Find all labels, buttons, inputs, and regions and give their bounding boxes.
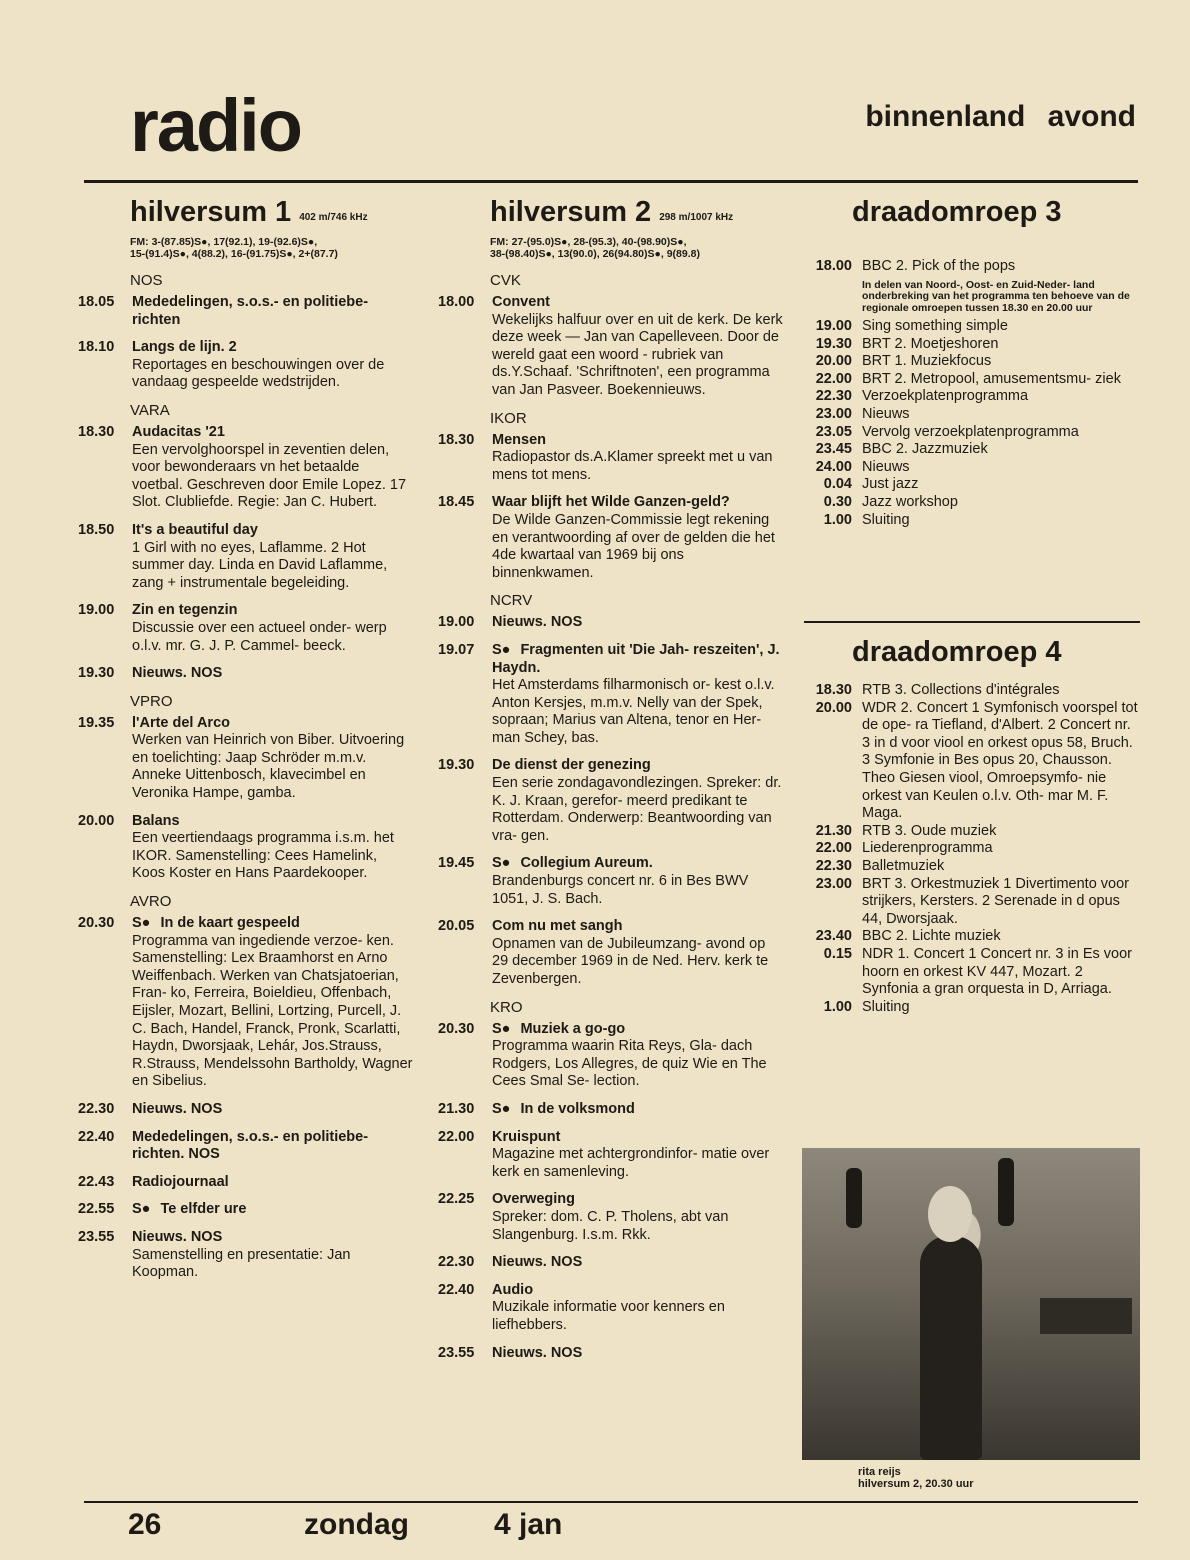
programme-content	[492, 918, 784, 988]
programme-time: 1.00	[823, 998, 852, 1015]
photo-caption: rita reijs hilversum 2, 20.30 uur	[858, 1466, 974, 1490]
programme-title	[492, 1101, 784, 1119]
programme-time: 22.00	[815, 840, 852, 857]
programme-time: 21.30	[815, 822, 852, 839]
programme-title	[132, 715, 414, 733]
photo-figure	[920, 1236, 982, 1460]
fm-frequencies: FM: 3-(87.85)S●, 17(92.1), 19-(92.6)S●, 15-(91.4)S●, 4(88.2), 16-(91.75)S●, 2+(87.7)	[130, 236, 338, 260]
programme-title-text: De dienst der genezing	[492, 757, 651, 774]
singer-photo	[802, 1148, 1140, 1460]
programme-time: 23.45	[815, 441, 852, 458]
programme-content	[492, 1021, 784, 1091]
programme-text: BBC 2. Lichte muziek	[862, 928, 1001, 945]
programme-time: 24.00	[815, 458, 852, 475]
programme-title-text: Nieuws. NOS	[132, 1100, 223, 1117]
programme-entry	[438, 494, 784, 582]
programme-list	[78, 272, 414, 1282]
programme-title-text: Te elfder ure	[160, 1201, 247, 1218]
programme-entry	[438, 1020, 784, 1091]
programme-entry	[78, 714, 414, 803]
programme-time: 22.43	[78, 1173, 115, 1190]
programme-entry	[78, 1128, 414, 1164]
programme-title	[492, 1345, 784, 1363]
programme-content	[862, 512, 1140, 530]
programme-title-text: Nieuws. NOS	[492, 614, 583, 631]
programme-text: Jazz workshop	[862, 494, 958, 511]
programme-description: Een vervolghoorspel in zeventien delen, voor bewonderaars vn het betaalde voetbal. Geschreven door Emile Lopez. 17 Slot. Clubliefde. Regie: Jan C. Hubert.	[132, 441, 407, 511]
programme-title-text: Audio	[492, 1281, 534, 1298]
programme-description: Radiopastor ds.A.Klamer spreekt met u van mens tot mens.	[492, 449, 773, 483]
programme-description: Samenstelling en presentatie: Jan Koopman.	[132, 1246, 351, 1281]
programme-content	[132, 813, 414, 883]
programme-content	[862, 441, 1140, 459]
programme-time: 19.00	[78, 602, 115, 619]
programme-entry	[78, 812, 414, 883]
stereo-icon: S●	[132, 1201, 151, 1218]
programme-title-text: Radiojournaal	[132, 1173, 229, 1190]
programme-entry	[438, 431, 784, 485]
broadcaster-label: CVK	[490, 272, 521, 289]
programme-entry	[438, 1254, 784, 1272]
programme-time: 22.40	[438, 1281, 475, 1298]
broadcaster-label: VPRO	[130, 692, 173, 710]
draad-entry	[800, 258, 1140, 318]
programme-time: 19.07	[438, 641, 475, 658]
programme-content	[132, 1201, 414, 1219]
programme-content	[862, 823, 1140, 841]
programme-list	[800, 258, 1140, 529]
programme-text: BRT 1. Muziekfocus	[862, 353, 992, 370]
programme-entry	[78, 423, 414, 512]
programme-description: Opnamen van de Jubileumzang- avond op 29 december 1969 in de Ned. Herv. kerk te Zevenbergen.	[492, 935, 769, 987]
programme-time: 23.55	[78, 1228, 115, 1245]
stereo-icon: S●	[132, 915, 151, 932]
programme-entry	[78, 339, 414, 392]
programme-content	[862, 840, 1140, 858]
programme-title	[132, 1201, 414, 1219]
programme-content	[862, 258, 1140, 318]
programme-content	[862, 876, 1140, 929]
programme-title-text: Nieuws. NOS	[132, 1228, 223, 1245]
programme-text: RTB 3. Oude muziek	[862, 822, 997, 839]
programme-entry	[438, 1128, 784, 1182]
programme-text: Sluiting	[862, 511, 910, 528]
hilversum2-column	[438, 190, 784, 1372]
programme-time: 23.00	[815, 406, 852, 423]
programme-text: BRT 2. Moetjeshoren	[862, 335, 999, 352]
programme-entry	[438, 918, 784, 988]
programme-content	[862, 371, 1140, 389]
programme-content	[492, 1191, 784, 1244]
programme-text: Vervolg verzoekplatenprogramma	[862, 423, 1079, 440]
programme-entry	[438, 1100, 784, 1119]
section-subtitle: binnenland avond	[865, 100, 1136, 133]
top-rule	[84, 180, 1138, 183]
programme-time: 18.45	[438, 494, 475, 511]
programme-content	[492, 1129, 784, 1182]
draad-entry	[800, 823, 1140, 841]
programme-entry	[438, 1344, 784, 1363]
programme-content	[132, 602, 414, 655]
programme-content	[132, 915, 414, 1091]
programme-entry	[78, 1201, 414, 1219]
programme-title-text: Zin en tegenzin	[132, 602, 238, 619]
programme-entry	[438, 641, 784, 748]
programme-time: 20.30	[78, 915, 115, 932]
draad-entry	[800, 876, 1140, 929]
programme-text: NDR 1. Concert 1 Concert nr. 3 in Es voor hoorn en orkest KV 447, Mozart. 2 Synfonia a gran orquesta in D, Arriaga.	[862, 945, 1132, 998]
programme-content	[492, 1101, 784, 1119]
programme-title	[132, 915, 414, 933]
draad-entry	[800, 406, 1140, 424]
programme-content	[862, 700, 1140, 823]
programme-time: 22.30	[815, 388, 852, 405]
programme-content	[492, 494, 784, 582]
station-heading: draadomroep 3	[852, 196, 1062, 228]
programme-time: 18.30	[78, 423, 115, 440]
broadcaster-label: IKOR	[490, 409, 527, 427]
programme-time: 18.00	[815, 258, 852, 274]
draad-entry	[800, 928, 1140, 946]
programme-title	[132, 1101, 414, 1119]
programme-content	[862, 388, 1140, 406]
programme-text: Nieuws	[862, 406, 910, 423]
programme-title	[492, 1191, 784, 1209]
programme-description: Brandenburgs concert nr. 6 in Bes BWV 1051, J. S. Bach.	[492, 873, 749, 907]
bottom-rule	[84, 1501, 1138, 1503]
programme-content	[862, 476, 1140, 494]
programme-title	[492, 1282, 784, 1300]
programme-text: Sluiting	[862, 998, 910, 1015]
programme-title-text: l'Arte del Arco	[132, 714, 230, 731]
programme-description: Wekelijks halfuur over en uit de kerk. De kerk deze week — Jan van Capelleveen. Door de wereld gaat een woord - rubriek van ds.Y.Schaaf. 'Schriftnoten', een programma van Jan Pasveer. Boekennieuws.	[492, 311, 783, 398]
programme-title-text: Balans	[132, 812, 180, 829]
programme-time: 23.00	[815, 875, 852, 892]
draadomroep4-column	[800, 630, 1140, 1016]
programme-note: In delen van Noord-, Oost- en Zuid-Neder- land onderbreking van het programma ten behoeve van de regionale omroepen tussen 18.30 en 20.00 uur	[862, 278, 1130, 314]
broadcaster-label: NCRV	[490, 592, 533, 610]
draad-entry	[800, 318, 1140, 336]
programme-entry	[78, 915, 414, 1091]
programme-title-text: Nieuws. NOS	[492, 1344, 583, 1361]
programme-time: 23.40	[815, 928, 852, 945]
programme-entry	[78, 294, 414, 329]
photo-background-figure	[846, 1168, 862, 1228]
draad-entry	[800, 700, 1140, 823]
programme-description: De Wilde Ganzen-Commissie legt rekening en verantwoording af over de gelden die het 4de kwartaal van 1969 bij ons binnenkwamen.	[492, 511, 775, 581]
stereo-icon: S●	[492, 855, 511, 872]
programme-title	[492, 1021, 784, 1039]
programme-entry	[438, 1281, 784, 1335]
programme-content	[492, 642, 784, 748]
programme-time: 21.30	[438, 1100, 475, 1117]
station-heading: hilversum 2 $^{298 m/1007 kHz}$	[490, 196, 734, 228]
programme-text: BRT 3. Orkestmuziek 1 Divertimento voor strijkers, Kersters. 2 Serenade in d opus 44, Dworsjaak.	[862, 875, 1129, 927]
programme-entry	[438, 614, 784, 632]
page-title: radio	[130, 84, 301, 167]
programme-time: 22.30	[815, 857, 852, 874]
photo-piano	[1040, 1298, 1132, 1334]
programme-time: 18.50	[78, 521, 115, 538]
stereo-icon: S●	[492, 1020, 511, 1037]
programme-title-text: Nieuws. NOS	[132, 665, 223, 682]
footer-date: 4 jan	[494, 1508, 563, 1541]
programme-content	[132, 1129, 414, 1164]
programme-title-text: In de volksmond	[520, 1100, 635, 1117]
programme-text: Liederenprogramma	[862, 840, 993, 857]
programme-time: 19.30	[438, 757, 475, 774]
programme-title	[132, 1174, 414, 1192]
programme-time: 19.30	[78, 665, 115, 682]
programme-title-text: Muziek a go-go	[520, 1020, 626, 1037]
programme-content	[492, 1282, 784, 1335]
programme-time: 19.45	[438, 855, 475, 872]
programme-entry	[78, 1173, 414, 1192]
broadcaster-label: NOS	[130, 272, 163, 289]
programme-title	[132, 1129, 414, 1164]
programme-content	[862, 999, 1140, 1017]
draad-entry	[800, 494, 1140, 512]
programme-content	[862, 459, 1140, 477]
programme-content	[862, 318, 1140, 336]
programme-title-text: It's a beautiful day	[132, 521, 258, 538]
programme-content	[492, 1254, 784, 1272]
programme-time: 18.30	[815, 682, 852, 698]
programme-time: 19.00	[438, 614, 475, 631]
programme-title-text: Com nu met sangh	[492, 918, 623, 935]
programme-title-text: Kruispunt	[492, 1128, 561, 1145]
programme-content	[492, 1345, 784, 1363]
programme-title	[132, 665, 414, 683]
draad-entry	[800, 999, 1140, 1017]
page-number: 26	[128, 1508, 162, 1541]
stereo-icon: S●	[492, 641, 511, 658]
programme-title-text: In de kaart gespeeld	[160, 915, 300, 932]
programme-time: 20.00	[815, 353, 852, 370]
photo-background-figure	[998, 1158, 1014, 1226]
programme-content	[862, 406, 1140, 424]
programme-entry	[438, 757, 784, 845]
programme-description: Programma van ingediende verzoe- ken. Samenstelling: Lex Braamhorst en Arno Weiffenbach. Werken van Chatsjatoerian, Fran- ko, Ferreira, Boieldieu, Offenbach, Eijsler, Mozart, Bellini, Lortzing, Purcell, J. C. Bach, Handel, Franck, Pronk, Scarlatti, Haydn, Dworsjaak, Lehár, Jos.Strauss, R.Strauss, Mendelssohn Bartholdy, Wagner en Sibelius.	[132, 932, 413, 1090]
draad-entry	[800, 682, 1140, 700]
draad-entry	[800, 388, 1140, 406]
programme-title	[132, 339, 414, 357]
programme-content	[132, 522, 414, 592]
programme-time: 23.05	[815, 423, 852, 440]
programme-title-text: Fragmenten uit 'Die Jah- reszeiten', J. Haydn.	[492, 641, 780, 676]
programme-time: 0.15	[823, 945, 852, 962]
programme-title-text: Collegium Aureum.	[520, 855, 653, 872]
programme-text: BBC 2. Pick of the pops	[862, 258, 1016, 274]
programme-time: 19.00	[815, 318, 852, 335]
programme-entry	[78, 1100, 414, 1119]
programme-text: BBC 2. Jazzmuziek	[862, 441, 988, 458]
programme-content	[492, 855, 784, 908]
programme-time: 22.30	[438, 1254, 475, 1271]
programme-content	[862, 946, 1140, 999]
programme-entry	[438, 294, 784, 400]
programme-text: WDR 2. Concert 1 Symfonisch voorspel tot de ope- ra Tiefland, d'Albert. 2 Concert nr. 3 in d voor viool en orkest opus 58, Bruch. 3 Symfonie in Bes opus 20, Chausson. Theo Giesen viool, Omroepsymfo- nie orkest van Keulen o.l.v. Oth- mar M. F. Maga.	[862, 699, 1138, 822]
programme-entry	[438, 855, 784, 908]
programme-title	[492, 918, 784, 936]
programme-text: Sing something simple	[862, 318, 1008, 335]
draad-entry	[800, 476, 1140, 494]
programme-text: Nieuws	[862, 458, 910, 475]
draad-entry	[800, 946, 1140, 999]
programme-entry	[438, 1191, 784, 1244]
programme-content	[862, 353, 1140, 371]
draad-entry	[800, 371, 1140, 389]
draad-entry	[800, 858, 1140, 876]
programme-content	[132, 339, 414, 392]
programme-content	[492, 294, 784, 400]
programme-description: Het Amsterdams filharmonisch or- kest o.l.v. Anton Kersjes, m.m.v. Nelly van der Spek, sopraan; Marius van Altena, tenor en Her- man Schey, bas.	[492, 677, 775, 746]
programme-content	[862, 336, 1140, 354]
programme-title	[132, 1229, 414, 1247]
footer-day: zondag	[304, 1508, 409, 1541]
draad-entry	[800, 353, 1140, 371]
draad-entry	[800, 512, 1140, 530]
programme-description: Programma waarin Rita Reys, Gla- dach Rodgers, Los Allegres, de quiz Wie en The Cees Smal Se- lection.	[492, 1038, 767, 1090]
programme-time: 22.55	[78, 1201, 115, 1218]
programme-list	[800, 682, 1140, 1016]
programme-text: BRT 2. Metropool, amusementsmu- ziek	[862, 370, 1121, 387]
programme-title	[492, 294, 784, 312]
programme-title-text: Nieuws. NOS	[492, 1254, 583, 1271]
programme-text: Balletmuziek	[862, 857, 945, 874]
programme-entry	[78, 521, 414, 592]
programme-description: Een serie zondagavondlezingen. Spreker: dr. K. J. Kraan, gerefor- meerd predikant te Rotterdam. Onderwerp: Beantwoording van vra- gen.	[492, 775, 782, 844]
programme-description: Muzikale informatie voor kenners en liefhebbers.	[492, 1299, 725, 1333]
draad-entry	[800, 336, 1140, 354]
draad-entry	[800, 459, 1140, 477]
programme-entry	[78, 1228, 414, 1282]
programme-time: 20.00	[815, 699, 852, 716]
programme-time: 18.10	[78, 339, 115, 356]
programme-text: Verzoekplatenprogramma	[862, 388, 1029, 405]
programme-time: 18.00	[438, 294, 475, 310]
programme-title-text: Mededelingen, s.o.s.- en politiebe- richten	[132, 294, 369, 328]
programme-time: 22.00	[815, 370, 852, 387]
programme-time: 22.40	[78, 1128, 115, 1145]
programme-title	[132, 813, 414, 831]
programme-description: 1 Girl with no eyes, Laflamme. 2 Hot summer day. Linda en David Laflamme, zang + instrumentale begeleiding.	[132, 539, 388, 591]
programme-title	[492, 1254, 784, 1272]
draad-entry	[800, 840, 1140, 858]
programme-time: 19.35	[78, 714, 115, 731]
stereo-icon: S●	[492, 1100, 511, 1117]
programme-content	[132, 1174, 414, 1192]
programme-time: 0.30	[823, 494, 852, 511]
hilversum1-column	[78, 190, 414, 1292]
programme-title	[492, 432, 784, 450]
programme-time: 20.00	[78, 812, 115, 829]
divider-rule	[804, 621, 1140, 623]
draad-entry	[800, 424, 1140, 442]
programme-description: Magazine met achtergrondinfor- matie over kerk en samenleving.	[492, 1146, 770, 1180]
station-heading: hilversum 1 $^{402 m/746 kHz}$	[130, 196, 368, 228]
draadomroep-column	[800, 190, 1140, 529]
programme-time: 23.55	[438, 1344, 475, 1361]
programme-title	[492, 614, 784, 632]
programme-content	[132, 294, 414, 329]
programme-description: Discussie over een actueel onder- werp o.l.v. mr. G. J. P. Cammel- beeck.	[132, 619, 387, 654]
programme-title	[492, 855, 784, 873]
programme-text: RTB 3. Collections d'intégrales	[862, 682, 1060, 698]
programme-title-text: Audacitas '21	[132, 423, 225, 440]
programme-content	[862, 682, 1140, 700]
broadcaster-label: VARA	[130, 401, 170, 419]
programme-content	[862, 494, 1140, 512]
programme-content	[862, 928, 1140, 946]
programme-content	[132, 1101, 414, 1119]
programme-title-text: Overweging	[492, 1191, 575, 1208]
programme-title	[492, 494, 784, 512]
programme-title	[132, 602, 414, 620]
programme-title	[132, 522, 414, 540]
broadcaster-label: KRO	[490, 998, 523, 1016]
station-heading: draadomroep 4	[852, 636, 1062, 668]
programme-title	[492, 1129, 784, 1147]
programme-time: 1.00	[823, 511, 852, 528]
programme-text: Just jazz	[862, 476, 919, 493]
programme-entry	[78, 665, 414, 683]
programme-content	[862, 424, 1140, 442]
programme-content	[492, 614, 784, 632]
programme-title	[492, 757, 784, 775]
programme-time: 22.30	[78, 1100, 115, 1117]
programme-content	[132, 715, 414, 803]
programme-list	[438, 272, 784, 1362]
programme-time: 20.05	[438, 918, 475, 935]
programme-title	[132, 424, 414, 442]
programme-time: 18.05	[78, 294, 115, 310]
programme-time: 22.00	[438, 1128, 475, 1145]
broadcaster-label: AVRO	[130, 893, 172, 911]
programme-title	[492, 642, 784, 677]
programme-time: 19.30	[815, 335, 852, 352]
programme-entry	[78, 602, 414, 655]
programme-description: Werken van Heinrich von Biber. Uitvoering en toelichting: Jaap Schröder m.m.v. Anneke Uittenbosch, klavecimbel en Veronika Hampe, gamba.	[132, 732, 405, 802]
programme-description: Reportages en beschouwingen over de vandaag gespeelde wedstrijden.	[132, 356, 385, 391]
draad-entry	[800, 441, 1140, 459]
programme-title-text: Mededelingen, s.o.s.- en politiebe- richten. NOS	[132, 1128, 369, 1163]
programme-time: 18.30	[438, 431, 475, 448]
programme-content	[132, 424, 414, 512]
programme-content	[492, 432, 784, 485]
programme-content	[862, 858, 1140, 876]
programme-time: 20.30	[438, 1020, 475, 1037]
programme-content	[132, 665, 414, 683]
programme-title-text: Waar blijft het Wilde Ganzen-geld?	[492, 494, 730, 511]
photo-head	[928, 1186, 972, 1242]
fm-frequencies: FM: 27-(95.0)S●, 28-(95.3), 40-(98.90)S●, 38-(98.40)S●, 13(90.0), 26(94.80)S●, 9(89.8)	[490, 236, 700, 260]
programme-content	[492, 757, 784, 845]
programme-content	[132, 1229, 414, 1282]
programme-title-text: Mensen	[492, 431, 546, 448]
programme-description: Spreker: dom. C. P. Tholens, abt van Slangenburg. I.s.m. Rkk.	[492, 1208, 729, 1243]
programme-title-text: Langs de lijn. 2	[132, 339, 237, 356]
programme-time: 22.25	[438, 1191, 475, 1208]
programme-description: Een veertiendaags programma i.s.m. het IKOR. Samenstelling: Cees Hamelink, Koos Koster en Hans Paardekooper.	[132, 830, 394, 882]
programme-title-text: Convent	[492, 294, 550, 310]
programme-title	[132, 294, 414, 329]
programme-time: 0.04	[823, 476, 852, 493]
